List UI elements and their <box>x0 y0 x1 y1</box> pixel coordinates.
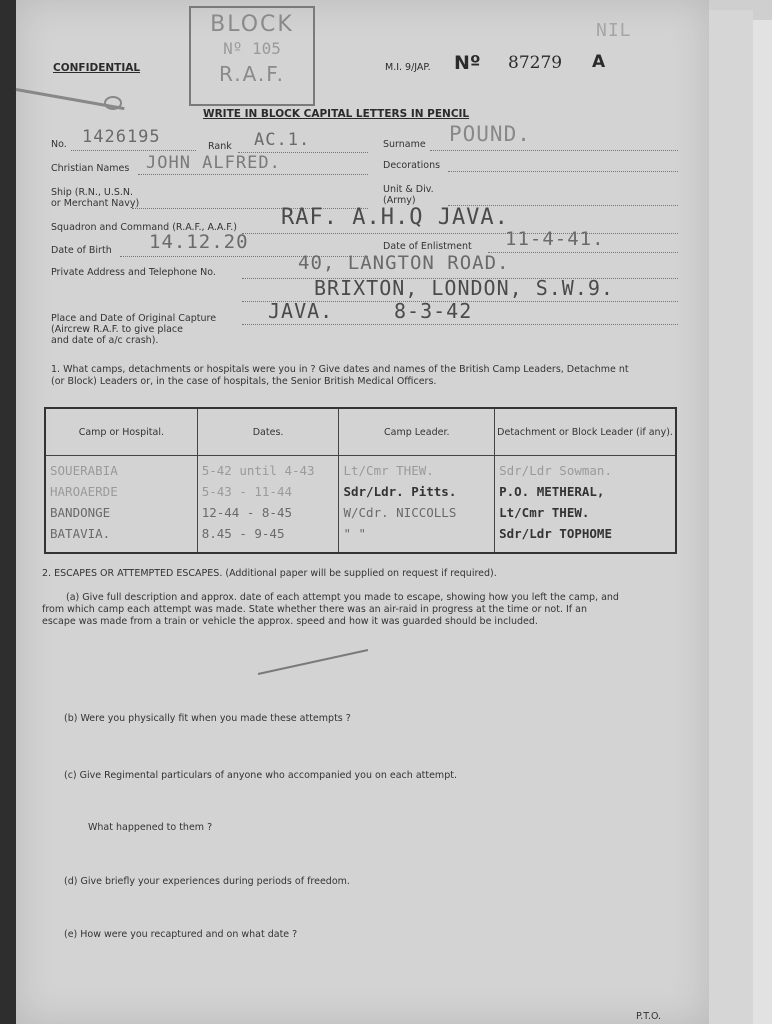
ship-label-1: Ship (R.N., U.S.N. <box>51 187 134 198</box>
confidential-label: CONFIDENTIAL <box>53 62 141 74</box>
q2c: (c) Give Regimental particulars of anyone who accompanied you on each attempt. <box>64 770 457 781</box>
capture-place: JAVA. <box>268 299 334 323</box>
squadron-line <box>242 233 678 234</box>
no-label: No. <box>51 139 67 150</box>
capture-label-2: (Aircrew R.A.F. to give place <box>51 324 183 335</box>
block-leader-header: Detachment or Block Leader (if any). <box>495 408 676 456</box>
leader-cell <box>339 456 495 554</box>
ref-label: M.I. 9/JAP. <box>385 62 431 73</box>
q2a-line2: from which camp each attempt was made. State whether there was an air-raid in progress at the time or not. If an <box>42 604 588 615</box>
camp-entry: HAROAERDE <box>50 484 118 499</box>
pen-stroke <box>252 640 372 680</box>
q2c2: What happened to them ? <box>88 822 213 833</box>
leader-entry: Lt/Cmr THEW. <box>343 463 434 478</box>
nil-note: NIL <box>596 20 632 41</box>
camp-cell <box>45 456 197 554</box>
address-value-2: BRIXTON, LONDON, S.W.9. <box>314 276 614 300</box>
underlying-sheet <box>704 10 753 1024</box>
unit-label-2: (Army) <box>383 195 416 206</box>
decorations-label: Decorations <box>383 160 441 171</box>
date-entry: 8.45 - 9-45 <box>201 526 285 541</box>
surname-line <box>430 150 678 151</box>
decorations-line <box>448 171 678 172</box>
leader-header: Camp Leader. <box>339 408 495 456</box>
camp-entry: BATAVIA. <box>50 526 111 541</box>
enlist-label: Date of Enlistment <box>383 241 472 252</box>
form-suffix: A <box>592 52 606 72</box>
block-leader-entry: Sdr/Ldr TOPHOME <box>499 526 612 541</box>
address-label: Private Address and Telephone No. <box>51 267 216 278</box>
capture-date: 8-3-42 <box>394 299 473 323</box>
pto-label: P.T.O. <box>636 1011 662 1022</box>
block-leader-entry: P.O. METHERAL, <box>499 484 605 499</box>
leader-entry: Sdr/Ldr. Pitts. <box>343 484 457 499</box>
christian-line <box>138 174 368 175</box>
enlist-line <box>488 252 678 253</box>
capture-label-1: Place and Date of Original Capture <box>51 313 217 324</box>
date-entry: 5-43 - 11-44 <box>201 484 292 499</box>
surname-label: Surname <box>383 139 426 150</box>
camp-entry: BANDONGE <box>50 505 111 520</box>
stamp-line3: R.A.F. <box>219 62 285 86</box>
q2b: (b) Were you physically fit when you made these attempts ? <box>64 713 351 724</box>
surname-value: POUND. <box>449 122 531 146</box>
no-line <box>71 150 196 151</box>
q1-line2: (or Block) Leaders or, in the case of hospitals, the Senior British Medical Officers. <box>51 376 437 387</box>
capture-line <box>242 324 678 325</box>
stamp-line2: Nº 105 <box>223 39 281 58</box>
squadron-value: RAF. A.H.Q JAVA. <box>281 205 509 230</box>
christian-label: Christian Names <box>51 163 130 174</box>
camp-table <box>44 407 677 554</box>
q2d: (d) Give briefly your experiences during periods of freedom. <box>64 876 350 887</box>
form-page <box>16 0 709 1024</box>
rank-label: Rank <box>208 141 232 152</box>
number-prefix: Nº <box>454 52 481 74</box>
binding-knot <box>104 96 122 110</box>
rank-value: AC.1. <box>254 130 311 150</box>
camp-entry: SOUERABIA <box>50 463 118 478</box>
q2a-line1: (a) Give full description and approx. date of each attempt you made to escape, showing how you left the camp, and <box>66 592 619 603</box>
dob-value: 14.12.20 <box>149 231 249 253</box>
q2-title: 2. ESCAPES OR ATTEMPTED ESCAPES. (Additional paper will be supplied on request if required). <box>42 568 497 579</box>
date-entry: 5-42 until 4-43 <box>201 463 315 478</box>
ship-label-2: or Merchant Navy) <box>51 198 140 209</box>
block-leader-entry: Sdr/Ldr Sowman. <box>499 463 612 478</box>
leader-entry: " " <box>343 526 367 541</box>
squadron-label: Squadron and Command (R.A.F., A.A.F.) <box>51 222 237 233</box>
q1-line1: 1. What camps, detachments or hospitals were you in ? Give dates and names of the British Camp Leaders, Detachme nt <box>51 364 629 375</box>
dates-cell <box>197 456 339 554</box>
no-value: 1426195 <box>82 127 161 147</box>
instruction: WRITE IN BLOCK CAPITAL LETTERS IN PENCIL <box>203 108 470 120</box>
address-value-1: 40, LANGTON ROAD. <box>298 252 510 274</box>
form-number: 87279 <box>508 53 563 73</box>
block-leader-entry: Lt/Cmr THEW. <box>499 505 590 520</box>
leader-entry: W/Cdr. NICCOLLS <box>343 505 457 520</box>
q2a-line3: escape was made from a train or vehicle the approx. speed and how it was guarded should be included. <box>42 616 538 627</box>
date-entry: 12-44 - 8-45 <box>201 505 292 520</box>
stamp-line1: BLOCK <box>210 12 294 37</box>
unit-label-1: Unit & Div. <box>383 184 434 195</box>
q2e: (e) How were you recaptured and on what date ? <box>64 929 298 940</box>
christian-value: JOHN ALFRED. <box>146 153 281 173</box>
capture-label-3: and date of a/c crash). <box>51 335 159 346</box>
dates-header: Dates. <box>197 408 339 456</box>
enlist-value: 11-4-41. <box>505 228 605 250</box>
block-stamp <box>189 6 315 106</box>
camp-header: Camp or Hospital. <box>45 408 197 456</box>
dob-label: Date of Birth <box>51 245 112 256</box>
block-leader-cell <box>495 456 676 554</box>
